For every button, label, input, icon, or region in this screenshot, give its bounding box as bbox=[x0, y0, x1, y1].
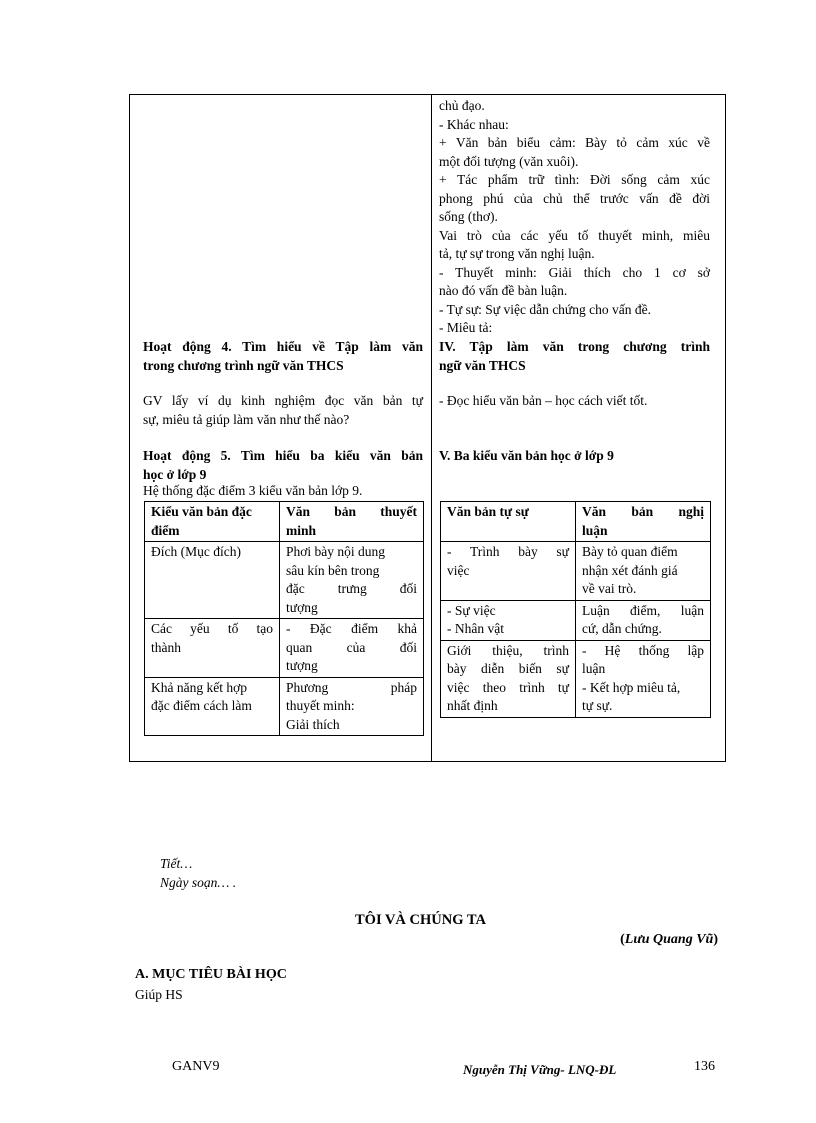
right-features-table bbox=[440, 501, 711, 718]
section-4-heading: IV. Tập làm văn trong chương trình bbox=[439, 339, 710, 354]
text-line: Vai trò của các yếu tố thuyết minh, miêu bbox=[439, 227, 710, 243]
activity-5-heading: học ở lớp 9 bbox=[143, 466, 207, 482]
text-line: chủ đạo. bbox=[439, 98, 485, 113]
lesson-prep-date: Ngày soạn… . bbox=[160, 875, 237, 890]
table-cell: Các yếu tố tạo thành bbox=[145, 619, 280, 678]
table-row bbox=[145, 619, 424, 678]
text-line: phong phú của chủ thể trước vấn đề đời bbox=[439, 190, 710, 206]
section-5-heading: V. Ba kiểu văn bản học ở lớp 9 bbox=[439, 448, 614, 463]
text-line: - Khác nhau: bbox=[439, 116, 509, 132]
text-line: tả, tự sự trong văn nghị luận. bbox=[439, 246, 595, 261]
table-row bbox=[441, 542, 711, 601]
table-cell: - Hệ thống lập luận - Kết hợp miêu tả, tự sự. bbox=[576, 640, 711, 717]
table-row bbox=[145, 502, 424, 542]
table-cell: - Sự việc - Nhân vật bbox=[441, 600, 576, 640]
table-cell: Khả năng kết hợp đặc điểm cách làm bbox=[145, 677, 280, 736]
section-5 bbox=[439, 447, 710, 466]
lesson-title: TÔI VÀ CHÚNG TA bbox=[355, 912, 486, 928]
activity-4-question: sự, miêu tả giúp làm văn như thế nào? bbox=[143, 411, 350, 427]
text-line: - Tự sự: Sự việc dẫn chứng cho vấn đề. bbox=[439, 301, 651, 317]
table-cell: Phơi bày nội dung sâu kín bên trong đặc trưng đối tượng bbox=[280, 542, 424, 619]
page-number: 136 bbox=[694, 1059, 715, 1074]
right-column-continued-text bbox=[439, 97, 710, 338]
table-cell: - Đặc điểm khả quan của đối tượng bbox=[280, 619, 424, 678]
section-4 bbox=[439, 338, 710, 411]
table-cell: Đích (Mục đích) bbox=[145, 542, 280, 619]
section-4-heading: ngữ văn THCS bbox=[439, 357, 526, 373]
activity-5 bbox=[143, 447, 423, 498]
table-cell: Phương pháp thuyết minh: Giải thích bbox=[280, 677, 424, 736]
table-header-cell: Văn bản thuyết minh bbox=[280, 502, 424, 542]
section-a-heading: A. MỤC TIÊU BÀI HỌC bbox=[135, 967, 287, 982]
footer-code: GANV9 bbox=[172, 1059, 220, 1074]
footer-signature: Nguyễn Thị Vững- LNQ-ĐL bbox=[463, 1062, 617, 1077]
table-row bbox=[441, 502, 711, 542]
text-line: - Miêu tả: bbox=[439, 320, 493, 335]
left-features-table bbox=[144, 501, 424, 736]
text-line: - Thuyết minh: Giải thích cho 1 cơ sở bbox=[439, 264, 710, 280]
table-header-cell: Văn bản tự sự bbox=[441, 502, 576, 542]
activity-4 bbox=[143, 338, 423, 429]
activity-4-heading: Hoạt động 4. Tìm hiểu về Tập làm văn bbox=[143, 339, 423, 354]
table-header-cell: Văn bản nghị luận bbox=[576, 502, 711, 542]
table-cell: Luận điểm, luận cứ, dẫn chứng. bbox=[576, 600, 711, 640]
activity-5-subtitle: Hệ thống đặc điểm 3 kiểu văn bản lớp 9. bbox=[143, 483, 363, 498]
section-4-answer: - Đọc hiểu văn bản – học cách viết tốt. bbox=[439, 393, 648, 408]
table-row bbox=[145, 542, 424, 619]
lesson-period: Tiết… bbox=[160, 856, 193, 871]
text-line: nào đó vấn đề bàn luận. bbox=[439, 283, 568, 298]
table-cell: Bày tỏ quan điểm nhận xét đánh giá về vai trò. bbox=[576, 542, 711, 601]
table-header-cell: Kiểu văn bản đặc điểm bbox=[145, 502, 280, 542]
text-line: sống (thơ). bbox=[439, 209, 498, 224]
table-row bbox=[441, 600, 711, 640]
table-cell: Giới thiệu, trình bày diễn biến sự việc theo trình tự nhất định bbox=[441, 640, 576, 717]
table-row bbox=[441, 640, 711, 717]
activity-5-heading: Hoạt động 5. Tìm hiểu ba kiểu văn bản bbox=[143, 448, 423, 463]
activity-4-heading: trong chương trình ngữ văn THCS bbox=[143, 357, 344, 373]
section-a-intro: Giúp HS bbox=[135, 987, 183, 1002]
activity-4-question: GV lấy ví dụ kinh nghiệm đọc văn bản tự bbox=[143, 393, 423, 408]
table-row bbox=[145, 677, 424, 736]
table-cell: - Trình bày sự việc bbox=[441, 542, 576, 601]
text-line: một đối tượng (văn xuôi). bbox=[439, 153, 579, 169]
text-line: + Văn bản biểu cảm: Bày tỏ cảm xúc về bbox=[439, 135, 710, 150]
column-divider bbox=[431, 94, 432, 762]
lesson-author: (Lưu Quang Vũ) bbox=[620, 932, 718, 947]
text-line: + Tác phẩm trữ tình: Đời sống cảm xúc bbox=[439, 172, 710, 187]
